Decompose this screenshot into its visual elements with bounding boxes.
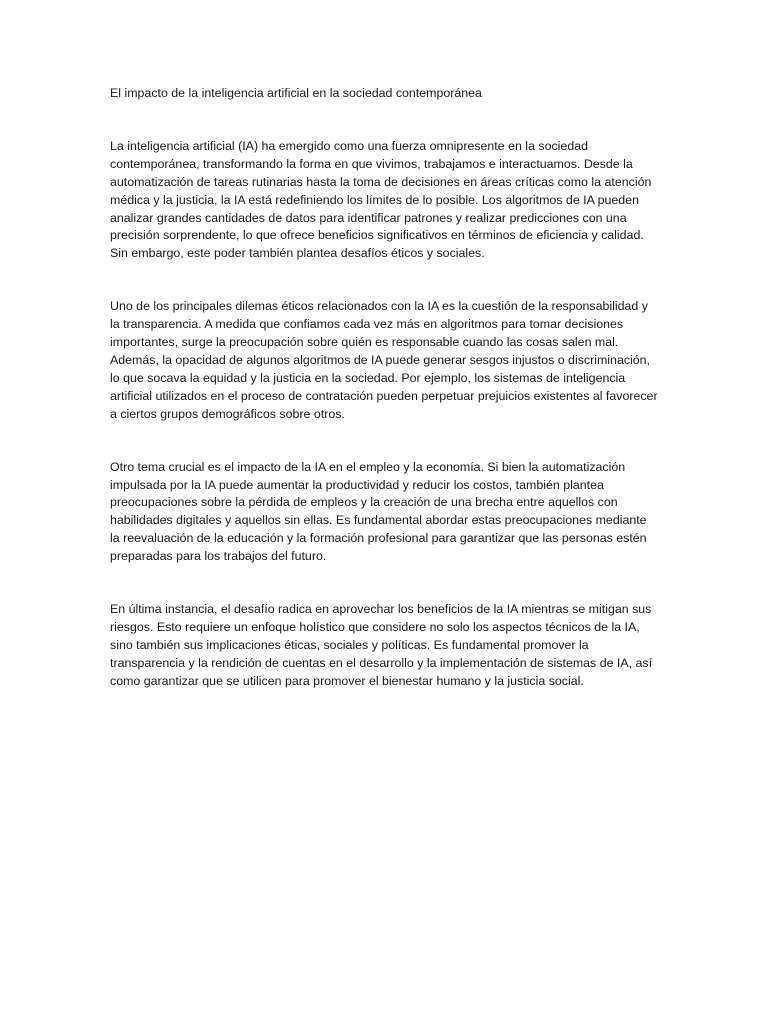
paragraph-intro: La inteligencia artificial (IA) ha emergido como una fuerza omnipresente en la sociedad contemporánea, transformando la forma en que vivimos, trabajamos e interactuamos. Desde la automatización de tareas rutinarias hasta la toma de decisiones en áreas críticas como la atención médica y la justicia, la IA está redefiniendo los límites de lo posible. Los algoritmos de IA pueden analizar grandes cantidades de datos para identificar patrones y realizar predicciones con una precisión sorprendente, lo que ofrece beneficios significativos en términos de eficiencia y calidad. Sin embargo, este poder también plantea desafíos éticos y sociales. — [110, 138, 652, 261]
paragraph-employment: Otro tema crucial es el impacto de la IA en el empleo y la economía. Si bien la automatización impulsada por la IA puede aumentar la productividad y reducir los costos, también plantea preocupaciones sobre la pérdida de empleos y la creación de una brecha entre aquellos con habilidades digitales y aquellos sin ellas. Es fundamental abordar estas preocupaciones mediante la reevaluación de la educación y la formación profesional para garantizar que las personas estén preparadas para los trabajos del futuro. — [110, 459, 647, 564]
document-body — [110, 85, 658, 726]
paragraph-ethics: Uno de los principales dilemas éticos relacionados con la IA es la cuestión de la responsabilidad y la transparencia. A medida que confiamos cada vez más en algoritmos para tomar decisiones importantes, surge la preocupación sobre quién es responsable cuando las cosas salen mal. Además, la opacidad de algunos algoritmos de IA puede generar sesgos injustos o discriminación, lo que socava la equidad y la justicia en la sociedad. Por ejemplo, los sistemas de inteligencia artificial utilizados en el proceso de contratación pueden perpetuar prejuicios existentes al favorecer a ciertos grupos demográficos sobre otros. — [110, 299, 658, 421]
paragraph-conclusion: En última instancia, el desafío radica en aprovechar los beneficios de la IA mientras se mitigan sus riesgos. Esto requiere un enfoque holístico que considere no solo los aspectos técnicos de la IA, sino también sus implicaciones éticas, sociales y políticas. Es fundamental promover la transparencia y la rendición de cuentas en el desarrollo y la implementación de sistemas de IA, así como garantizar que se utilicen para promover el bienestar humano y la justicia social. — [110, 602, 653, 688]
document-title: El impacto de la inteligencia artificial en la sociedad contemporánea — [110, 86, 482, 100]
